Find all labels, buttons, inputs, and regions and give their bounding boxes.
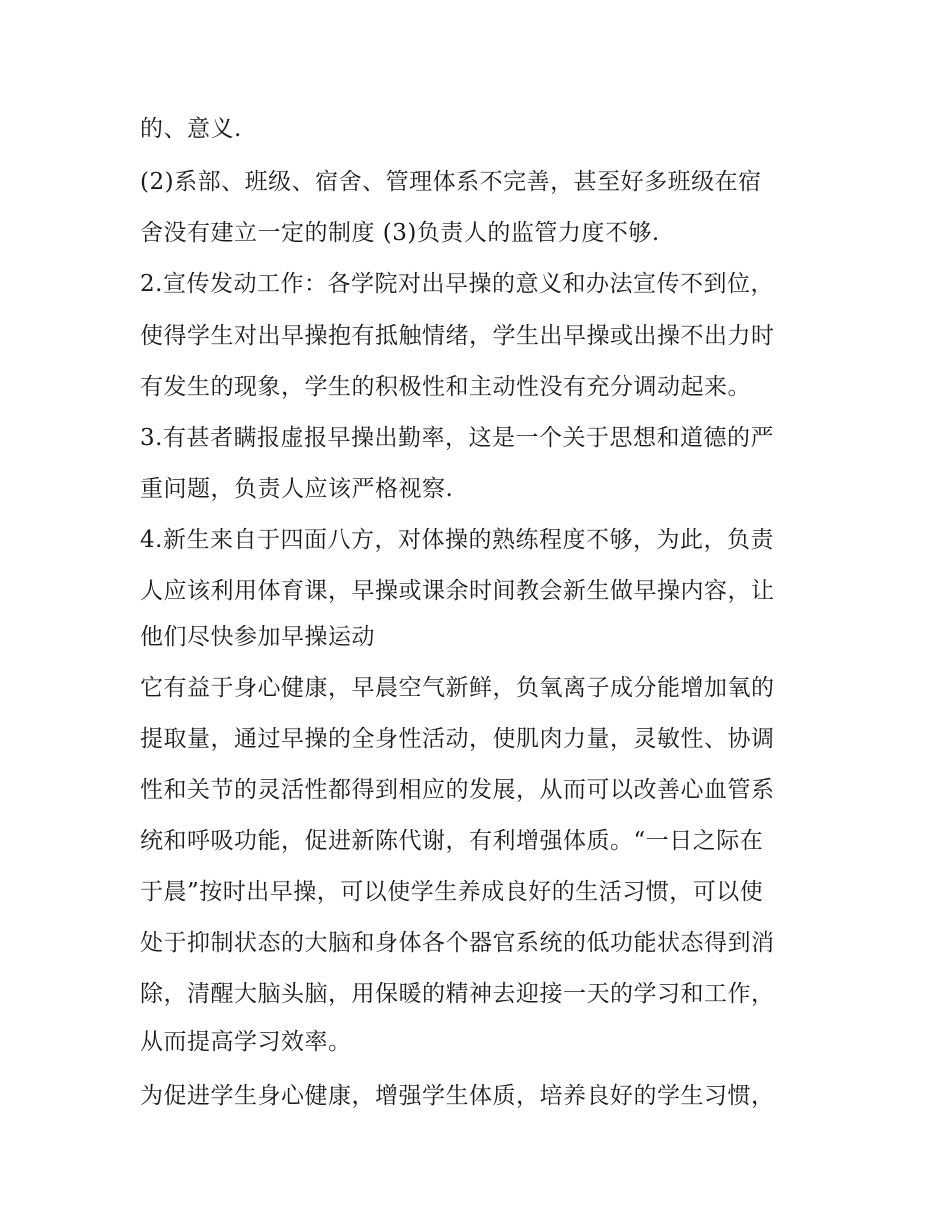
text-line: 处于抑制状态的大脑和身体各个器官系统的低功能状态得到消 xyxy=(140,930,775,956)
text-line: 重问题，负责人应该严格视察. xyxy=(140,476,454,502)
text-line: 人应该利用体育课，早操或课余时间教会新生做早操内容，让 xyxy=(140,578,775,604)
text-line: 3.有甚者瞒报虚报早操出勤率，这是一个关于思想和道德的严 xyxy=(140,425,774,451)
text-line: 从而提高学习效率。 xyxy=(140,1029,352,1055)
text-line: 除，清醒大脑头脑，用保暖的精神去迎接一天的学习和工作， xyxy=(140,981,775,1007)
text-line: 它有益于身心健康，早晨空气新鲜，负氧离子成分能增加氧的 xyxy=(140,675,775,701)
text-line: 舍没有建立一定的制度 (3)负责人的监管力度不够. xyxy=(140,220,660,246)
text-line: 他们尽快参加早操运动 xyxy=(140,624,375,650)
text-line: 有发生的现象，学生的积极性和主动性没有充分调动起来。 xyxy=(140,374,751,400)
text-line: 的、意义. xyxy=(140,116,242,142)
text-line: 于晨”按时出早操，可以使学生养成良好的生活习惯，可以使 xyxy=(140,879,764,905)
text-line: 提取量，通过早操的全身性活动，使肌肉力量，灵敏性、协调 xyxy=(140,726,775,752)
text-line: 为促进学生身心健康，增强学生体质，培养良好的学生习惯， xyxy=(140,1083,775,1109)
text-line: 使得学生对出早操抱有抵触情绪，学生出早操或出操不出力时 xyxy=(140,323,775,349)
text-line: 统和呼吸功能，促进新陈代谢，有利增强体质。“一日之际在 xyxy=(140,828,764,854)
text-line: 性和关节的灵活性都得到相应的发展，从而可以改善心血管系 xyxy=(140,777,775,803)
text-line: 2.宣传发动工作：各学院对出早操的意义和办法宣传不到位， xyxy=(140,271,774,297)
text-line: (2)系部、班级、宿舍、管理体系不完善，甚至好多班级在宿 xyxy=(140,169,762,195)
text-line: 4.新生来自于四面八方，对体操的熟练程度不够，为此，负责 xyxy=(140,527,774,553)
